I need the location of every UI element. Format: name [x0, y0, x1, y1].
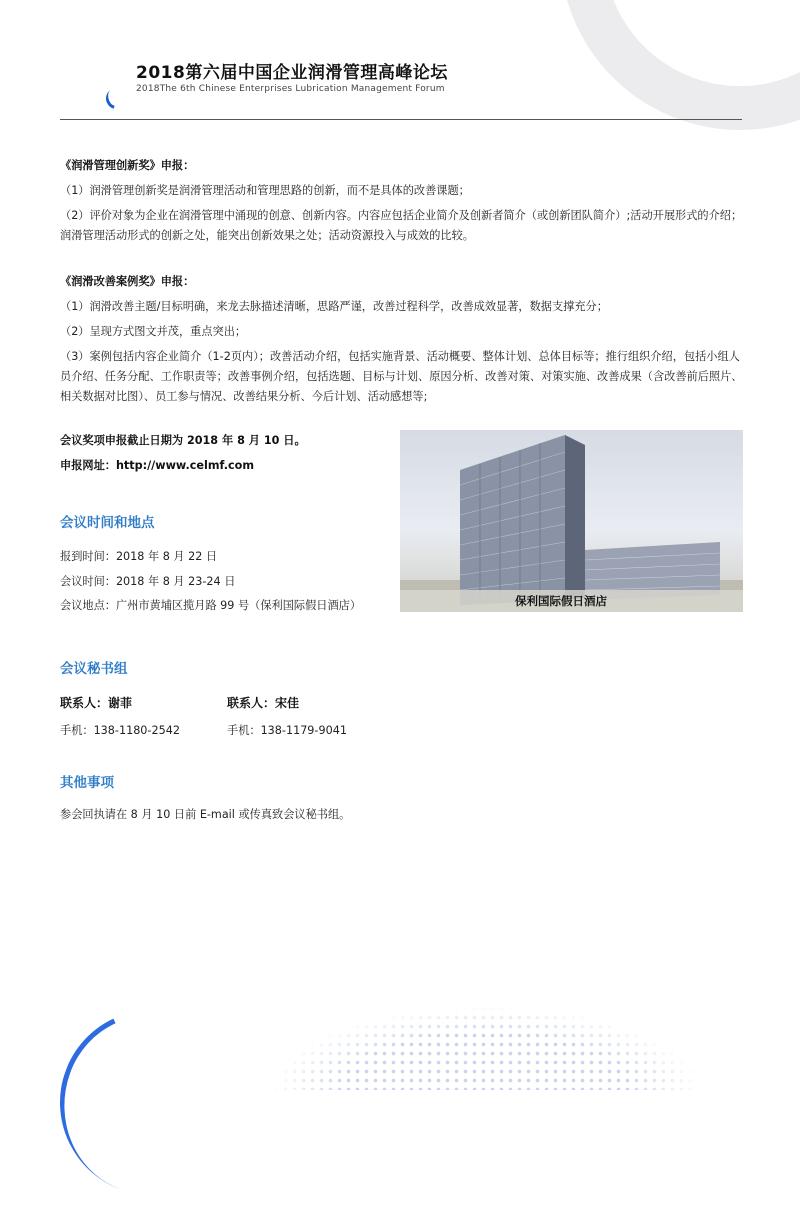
page-subtitle: 2018The 6th Chinese Enterprises Lubrication Management Forum [136, 84, 445, 94]
register-time: 报到时间：2018 年 8 月 22 日 [60, 550, 218, 563]
contact-phone-2: 手机：138-1179-9041 [227, 724, 347, 737]
innovation-award-item-1: （1）润滑管理创新奖是润滑管理活动和管理思路的创新，而不是具体的改善课题； [60, 184, 470, 197]
case-award-heading: 《润滑改善案例奖》申报： [60, 275, 195, 288]
case-award-item-2: （2）呈现方式图文并茂，重点突出； [60, 325, 247, 338]
innovation-award-item-2: （2）评价对象为企业在润滑管理中涌现的创意、创新内容。内容应包括企业简介及创新者简介（或创新团队简介）;活动开展形式的介绍；润滑管理活动形式的创新之处，能突出创新效果之处；活动资源投入与成效的比较。 [60, 209, 743, 242]
case-award-section [60, 272, 750, 412]
innovation-award-heading: 《润滑管理创新奖》申报： [60, 159, 195, 172]
deadline-text: 会议奖项申报截止日期为 2018 年 8 月 10 日。 [60, 434, 306, 447]
contact-phone-1: 手机：138-1180-2542 [60, 724, 180, 737]
time-place-heading: 会议时间和地点 [60, 515, 155, 531]
contact-name-1: 联系人：谢菲 [60, 696, 133, 710]
logo-swoosh-icon [102, 84, 131, 113]
other-heading: 其他事项 [60, 775, 114, 791]
case-award-item-1: （1）润滑改善主题/目标明确，来龙去脉描述清晰，思路严谨，改善过程科学，改善成效显著，数据支撑充分； [60, 300, 608, 313]
apply-url[interactable]: 申报网址：http://www.celmf.com [60, 459, 254, 472]
dotted-globe-decoration [200, 950, 720, 1090]
meeting-time: 会议时间：2018 年 8 月 23-24 日 [60, 575, 236, 588]
innovation-award-section [60, 156, 750, 251]
decorative-circle [560, 0, 800, 130]
hotel-photo [400, 430, 743, 612]
secretariat-heading: 会议秘书组 [60, 661, 128, 677]
other-text: 参会回执请在 8 月 10 日前 E-mail 或传真致会议秘书组。 [60, 808, 351, 821]
page-title: 2018第六届中国企业润滑管理高峰论坛 [136, 63, 448, 83]
case-award-item-3: （3）案例包括内容企业简介（1-2页内）；改善活动介绍，包括实施背景、活动概要、整体计划、总体目标等；推行组织介绍，包括小组人员介绍、任务分配、工作职责等；改善事例介绍，包括选题、目标与计划、原因分析、改善对策、对策实施、改善成果（含改善前后照片、相关数据对比图）、员工参与情况、改善结果分析、今后计划、活动感想等; [60, 350, 743, 403]
header-divider [60, 119, 742, 120]
meeting-location: 会议地点：广州市黄埔区揽月路 99 号（保利国际假日酒店） [60, 599, 362, 612]
hotel-caption: 保利国际假日酒店 [515, 594, 607, 608]
contact-name-2: 联系人：宋佳 [227, 696, 300, 710]
hotel-building-illustration [400, 430, 743, 612]
